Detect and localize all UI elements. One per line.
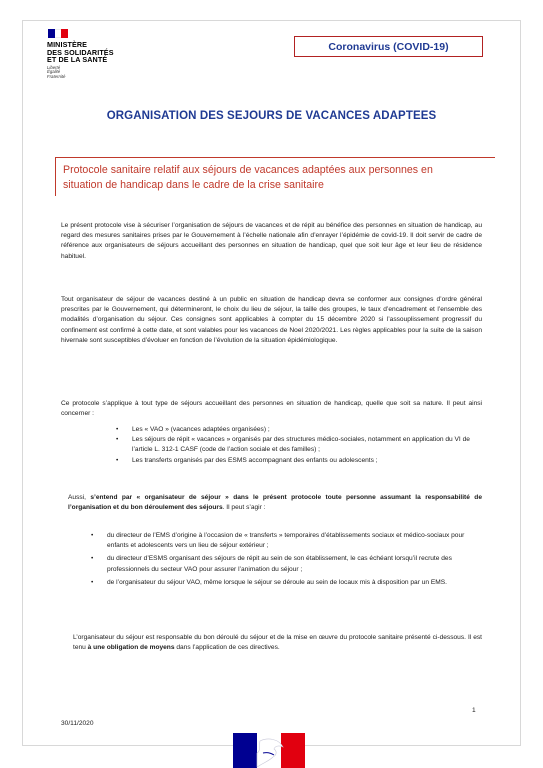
bullet-icon: • bbox=[116, 456, 119, 464]
list-item: • de l’organisateur du séjour VAO, même lorsque le séjour se déroule au sein de locaux mis à disposition par un EMS. bbox=[91, 578, 474, 588]
list-item: • du directeur de l’EMS d’origine à l’occasion de « transferts » temporaires d’établissements sociaux et médico-sociaux pour enfants et adolescents vers un lieu de séjour extérieur ; bbox=[91, 532, 465, 550]
organizer-types-list bbox=[91, 531, 474, 588]
list-item: • du directeur d’ESMS organisant des séjours de répit au sein de son établissement, le cas échéant lorsqu’il recrute des professionnels du secteur VAO pour assurer l’animation du séjour ; bbox=[91, 555, 452, 573]
intro-paragraph: Le présent protocole vise à sécuriser l’organisation de séjours de vacances et de répit au bénéfice des personnes en situation de handicap, au regard des mesures sanitaires prises par le Gouvernement à l’échelle nationale afin d’enrayer l’épidémie de covid-19. Il doit servir de cadre de référence aux organisateurs de séjours accueillant des personnes en situation de handicap, quel que soit leur âge et leur lieu de résidence habituel. bbox=[61, 222, 482, 260]
bullet-icon: • bbox=[91, 578, 94, 586]
scope-list bbox=[116, 425, 474, 466]
french-flag-icon bbox=[48, 29, 68, 38]
footer-date: 30/11/2020 bbox=[61, 720, 94, 727]
republic-motto: Liberté Égalité Fraternité bbox=[47, 64, 66, 79]
bullet-icon: • bbox=[91, 532, 94, 539]
page-title: ORGANISATION DES SEJOURS DE VACANCES ADAPTEES bbox=[106, 110, 437, 122]
bullet-icon: • bbox=[116, 426, 119, 433]
ministry-name: MINISTÈRE DES SOLIDARITÉS ET DE LA SANTÉ bbox=[47, 40, 114, 65]
marianne-logo-icon bbox=[233, 733, 305, 768]
list-item: • Les transferts organisés par des ESMS accompagnant des enfants ou adolescents ; bbox=[116, 456, 474, 466]
organizer-paragraph: Tout organisateur de séjour de vacances destiné à un public en situation de handicap devra se conformer aux consignes d’ordre général prescrites par le Gouvernement, qui détermineront, le choix du lieu de séjour, la taille des groupes, le taux d’encadrement et l’ensemble des modalités d’organisation du séjour. Ces consignes sont applicables à compter du 15 décembre 2020 si l’assouplissement progressif du confinement est confirmé à cette date, et sont valables pour les vacances de Noel 2020/2021. Les règles applicables pour la suite de la saison hivernale sont susceptibles d’évoluer en fonction de l’évolution de la situation épidémiologique. bbox=[61, 296, 482, 344]
bullet-icon: • bbox=[116, 436, 119, 444]
definition-paragraph: Aussi, s’entend par « organisateur de séjour » dans le présent protocole toute personne assumant la responsabilité de l’organisation et du bon déroulement des séjours. Il peut s’agir : bbox=[68, 494, 482, 512]
responsibility-paragraph: L’organisateur du séjour est responsable du bon déroulé du séjour et de la mise en œuvre du protocole sanitaire présenté ci-dessous. Il est tenu à une obligation de moyens dans l’application de ces directives. bbox=[73, 634, 482, 652]
scope-paragraph: Ce protocole s’applique à tout type de séjours accueillant des personnes en situation de handicap, quelle que soit sa nature. Il peut ainsi concerner : bbox=[61, 400, 482, 418]
covid-banner: Coronavirus (COVID-19) bbox=[294, 36, 483, 57]
protocol-heading: Protocole sanitaire relatif aux séjours de vacances adaptées aux personnes en situation de handicap dans le cadre de la crise sanitaire bbox=[55, 157, 495, 196]
ministry-logo bbox=[47, 29, 127, 80]
list-item: • Les séjours de répit « vacances » organisés par des structures médico-sociales, notamment en application du VI de l’article L. 312-1 CASF (code de l’action sociale et des familles) ; bbox=[116, 436, 470, 454]
list-item: • Les « VAO » (vacances adaptées organisées) ; bbox=[116, 425, 474, 435]
page-number: 1 bbox=[472, 707, 476, 714]
bullet-icon: • bbox=[91, 555, 94, 563]
